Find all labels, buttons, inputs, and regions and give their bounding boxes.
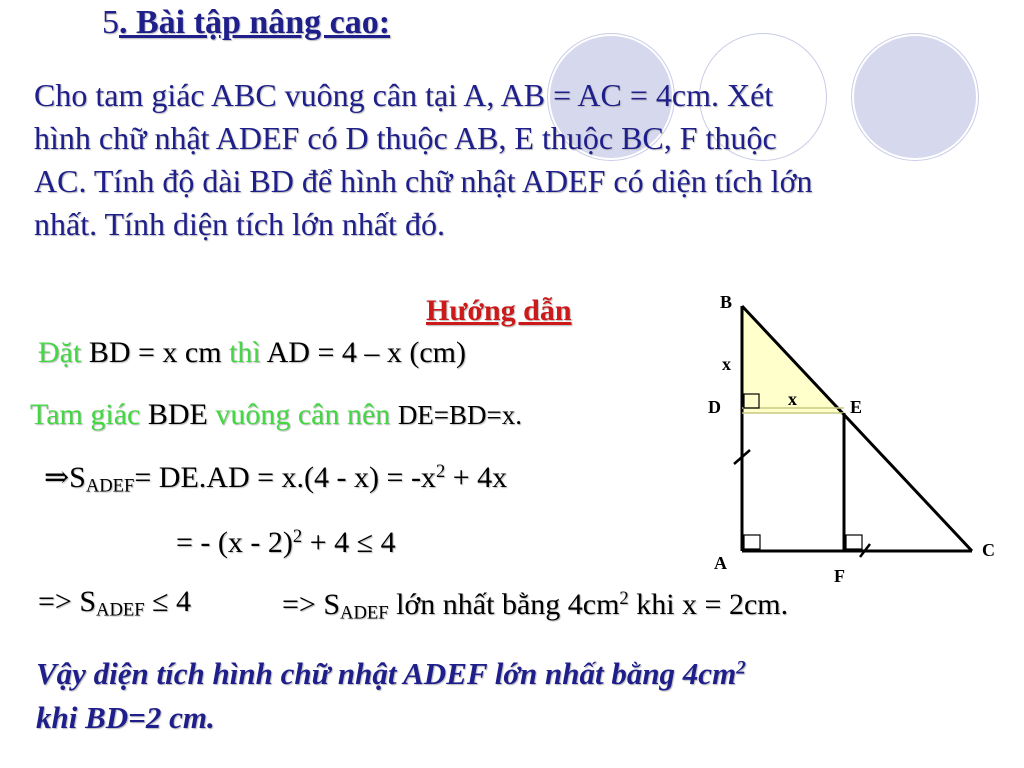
problem-line-2: hình chữ nhật ADEF có D thuộc AB, E thuộc BC, F thuộc [34, 120, 777, 156]
step-2-word-tamgiac: Tam giác [30, 398, 141, 431]
step-1-word-dat: Đặt [38, 336, 82, 369]
step-6-pre: => S [282, 588, 341, 621]
step-3-s: S [69, 461, 86, 494]
step-5-pre: => S [38, 585, 97, 618]
section-title-text: . Bài tập nâng cao: [119, 4, 391, 41]
step-2 [30, 398, 522, 432]
right-angle-a [744, 535, 760, 549]
problem-line-1: Cho tam giác ABC vuông cân tại A, AB = AC = 4cm. Xét [34, 77, 774, 113]
step-2-expr-bde: BDE [147, 398, 208, 431]
step-1 [38, 336, 466, 370]
conclusion-line-2: khi BD=2 cm. [36, 700, 215, 735]
label-a: A [714, 553, 727, 573]
conclusion-sup: 2 [736, 657, 746, 679]
problem-statement [34, 74, 1014, 246]
step-4-post: + 4 ≤ 4 [302, 526, 396, 559]
problem-line-3: AC. Tính độ dài BD để hình chữ nhật ADEF có diện tích lớn [34, 163, 813, 199]
right-angle-f [846, 535, 862, 549]
step-5-post: ≤ 4 [144, 585, 192, 618]
step-6-sub: ADEF [340, 602, 389, 624]
label-d: D [708, 397, 721, 417]
label-x-top: x [788, 389, 797, 409]
label-c: C [982, 540, 995, 560]
step-1-expr-ad: AD = 4 – x (cm) [266, 336, 466, 369]
implies-arrow: ⇒ [44, 461, 70, 494]
section-number: 5 [102, 4, 119, 41]
step-5-sub: ADEF [96, 599, 145, 621]
step-3 [44, 460, 507, 498]
step-2-expr-de: DE=BD=x. [397, 400, 523, 430]
conclusion [36, 652, 746, 740]
guide-heading: Hướng dẫn [426, 294, 572, 327]
step-1-expr-bd: BD = x cm [88, 336, 222, 369]
side-bc [742, 306, 972, 551]
step-3-sup: 2 [435, 460, 446, 482]
section-title [102, 4, 390, 42]
label-b: B [720, 292, 733, 312]
step-6-sup: 2 [619, 587, 629, 609]
step-3-rest2: + 4x [445, 461, 508, 494]
step-3-rest1: = DE.AD = x.(4 - x) = -x [134, 461, 436, 494]
problem-line-4: nhất. Tính diện tích lớn nhất đó. [34, 206, 445, 242]
step-6-mid: lớn nhất bằng 4cm [388, 588, 620, 621]
step-6-post: khi x = 2cm. [628, 588, 789, 621]
label-e: E [850, 397, 863, 417]
step-4 [176, 526, 396, 560]
step-6 [282, 588, 788, 625]
step-4-pre: = - (x - 2) [176, 526, 293, 559]
conclusion-line-1: Vậy diện tích hình chữ nhật ADEF lớn nhất bằng 4cm [36, 656, 737, 691]
label-f: F [834, 566, 845, 586]
step-2-word-vuongcan: vuông cân nên [215, 398, 391, 431]
step-4-sup: 2 [292, 525, 303, 547]
step-3-sub: ADEF [85, 475, 135, 497]
step-1-word-thi: thì [229, 336, 261, 369]
triangle-figure [700, 286, 1000, 586]
label-x-side: x [722, 354, 731, 374]
step-5 [38, 585, 191, 622]
